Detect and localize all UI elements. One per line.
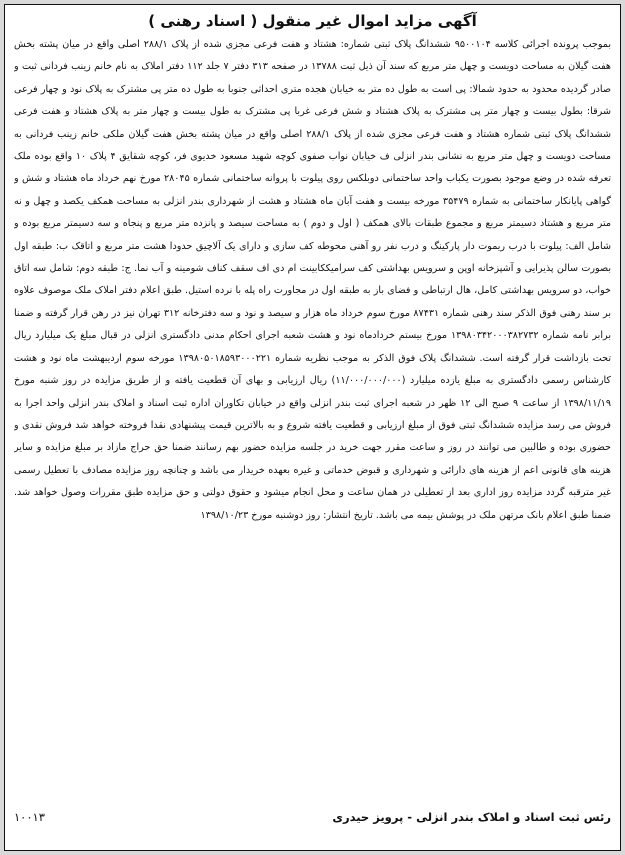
ad-code: ۱۰۰۱۳	[14, 810, 45, 824]
notice-title: آگهی مزاید اموال غیر منقول ( اسناد رهنی )	[148, 12, 477, 30]
signature-line: رئس ثبت اسناد و املاک بندر انزلی - پرویز حیدری	[332, 810, 611, 824]
notice-footer	[14, 806, 611, 828]
notice-body: بموجب پرونده اجرائی کلاسه ۹۵۰۰۱۰۴ ششدانگ پلاک ثبتی شماره: هشتاد و هفت فرعی مجزی شده از پلاک ۲۸۸/۱ اصلی واقع در میان پشته بخش هفت گیلان به مساحت دویست و چهل متر مربع که سند آن ذیل ثبت ۱۳۷۸۸ در صفحه ۳۱۳ دفتر ۷ جلد ۱۱۲ دفتر املاک به نام خانم زینب فردانی ثبت و صادر گردیده محدود به حدود شمالا: پی است به طول ده متر به خیابان هجده متری احداثی جنوبا به طول ده متر پی مشترک به پلاک نود و چهار فرعی شرقا: بطول بیست و چهار متر پی مشترک به پلاک هشتاد و شش فرعی غربا پی مشترک به طول بیست و چهار متر به پلاک هشتاد و هفت فرعی ششدانگ پلاک ثبتی شماره هشتاد و هفت فرعی مجزی شده از پلاک ۲۸۸/۱ اصلی واقع در میان پشته بخش هفت گیلان ملکی خانم زینب فردانی به مساحت دویست و چهل متر مربع به نشانی بندر انزلی ف خیابان نواب صفوی کوچه شهید مسعود خدیوی فر، کوچه شقایق ۴ پلاک ۱۰ واقع بوده ملک تعرفه شده در وضع موجود بصورت یکباب واحد ساختمانی دوبلکس روی پیلوت با پروانه ساختمانی شماره ۲۸۰۴۵ مورخ نهم خرداد ماه هشتاد و شش و گواهی پایانکار ساختمانی به شماره ۳۵۴۷۹ مورخه بیست و هفت آبان ماه هشتاد و هشت از شهرداری بندر انزلی به مساحت همکف یکصد و چهل و نه متر مربع و هشتاد دسیمتر مربع و مجموع طبقات بالای همکف ( اول و دوم ) به مساحت سیصد و پانزده متر مربع و پنجاه و سه دسیمتر مربع بوده و شامل الف: پیلوت با درب ریموت دار پارکینگ و درب نفر رو آهنی محوطه کف سازی و دارای یک آلاچیق حدودا هشت متر مربع و اتاقک ب: طبقه اول بصورت سالن پذیرایی و آشپزخانه اوپن و سرویس بهداشتی کف سرامیککابینت ام دی اف سقف کناف شومینه و آب نما. ج: طبقه دوم: شامل سه اتاق خواب، دو سرویس بهداشتی کامل، هال ارتباطی و فضای باز به طبقه اول در مجاورت راه پله با نرده استیل. طبق اعلام دفتر املاک ملک موصوف علاوه بر سند رهنی فوق الذکر سند رهنی شماره ۸۷۴۳۱ مورخ سوم خرداد ماه هزار و سیصد و نود و سه دفترخانه ۳۱۲ تهران نیز در رهن قرار گرفته و ضمنا برابر نامه شماره ۱۳۹۸۰۳۴۲۰۰۰۳۸۲۷۳۲ مورخ بیستم خردادماه نود و هشت شعبه اجرای احکام مدنی دادگستری انزلی در قبال مبلغ یک میلیارد ریال تحت بازداشت قرار گرفته است. ششدانگ پلاک فوق الذکر به موجب نظریه شماره ۱۳۹۸۰۵۰۱۸۵۹۳۰۰۰۲۲۱ مورخه سوم اردیبهشت ماه نود و هشت کارشناس رسمی دادگستری به مبلغ یازده میلیارد (۱۱/۰۰۰/۰۰۰/۰۰۰) ریال ارزیابی و بهای آن قطعیت یافته و از طریق مزایده در روز شنبه مورخ ۱۳۹۸/۱۱/۱۹ از ساعت ۹ صبح الی ۱۲ ظهر در شعبه اجرای ثبت بندر انزلی واقع در خیابان تکاوران اداره ثبت اسناد و املاک بندر انزلی واحد اجرا به فروش می رسد مزایده ششدانگ ثبتی فوق از مبلغ ارزیابی و قطعیت یافته شروع و به بالاترین قیمت پیشنهادی نقدا فروخته خواهد شد فروش نقدی و حضوری بوده و طالبین می توانند در روز و ساعت مقرر جهت خرید در جلسه مزایده حضور بهم رسانند ضمنا حق حراج مازاد بر مبلغ مزایده و سایر هزینه های قانونی اعم از هزینه های دارائی و شهرداری و قبوض خدماتی و غیره بعهده خریدار می باشد و چنانچه روز مزایده مصادف با تعطیل رسمی غیر مترقبه گردد مزایده روز اداری بعد از تعطیلی در همان ساعت و محل انجام میشود و حقوق دولتی و حق مزایده طبق مقررات وصول خواهد شد. ضمنا طبق اعلام بانک مرتهن ملک در پوشش بیمه می باشد. تاریخ انتشار: روز دوشنبه مورخ ۱۳۹۸/۱۰/۲۳	[14, 39, 611, 521]
legal-notice	[4, 4, 621, 851]
